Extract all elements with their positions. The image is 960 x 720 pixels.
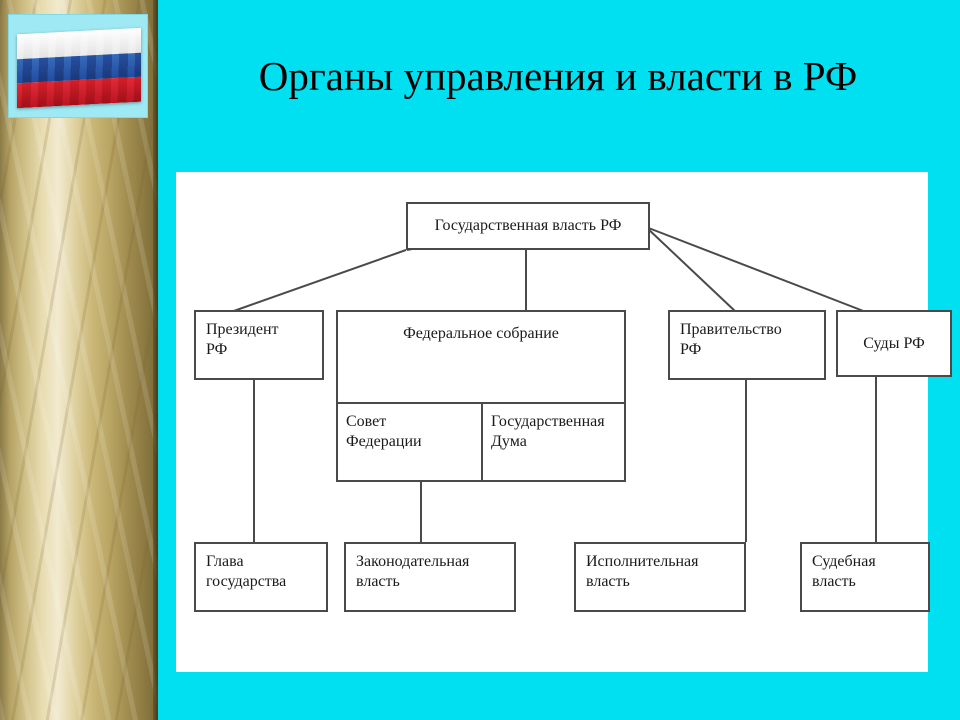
flag-image — [17, 28, 141, 108]
node-state-duma-line1: Государственная — [491, 413, 605, 430]
node-federal-assembly — [336, 310, 626, 482]
node-federation-council-line1: Совет — [346, 413, 387, 430]
russian-flag — [8, 14, 148, 118]
node-federation-council — [338, 404, 481, 480]
node-executive-power — [574, 542, 746, 612]
node-head-of-state — [194, 542, 328, 612]
node-courts-label: Суды РФ — [863, 334, 925, 352]
node-federation-council-line2: Федерации — [346, 433, 422, 450]
node-president-label-line2: РФ — [206, 341, 228, 358]
node-judicial-power-line1: Судебная — [812, 553, 876, 570]
diagram-canvas — [176, 172, 928, 672]
node-judicial-power — [800, 542, 930, 612]
node-government — [668, 310, 826, 380]
node-legislative-power-line1: Законодательная — [356, 553, 470, 570]
federal-assembly-chambers — [338, 402, 624, 480]
node-root — [406, 202, 650, 250]
node-state-duma-line2: Дума — [491, 433, 527, 450]
node-root-label: Государственная власть РФ — [434, 217, 622, 234]
node-president-label-line1: Президент — [206, 321, 279, 338]
node-courts — [836, 310, 952, 377]
node-legislative-power-line2: власть — [356, 573, 400, 590]
node-legislative-power — [344, 542, 516, 612]
node-executive-power-line1: Исполнительная — [586, 553, 699, 570]
diagram-card — [176, 172, 928, 672]
page-title: Органы управления и власти в РФ — [258, 53, 858, 99]
node-executive-power-line2: власть — [586, 573, 630, 590]
node-head-of-state-line2: государства — [206, 573, 287, 590]
node-federal-assembly-label: Федеральное собрание — [403, 325, 559, 342]
node-government-line2: РФ — [680, 341, 702, 358]
node-head-of-state-line1: Глава — [206, 553, 244, 570]
flag-wave-overlay — [17, 28, 141, 108]
node-state-duma — [481, 404, 624, 480]
node-government-line1: Правительство — [680, 321, 782, 338]
node-president — [194, 310, 324, 380]
node-judicial-power-line2: власть — [812, 573, 856, 590]
